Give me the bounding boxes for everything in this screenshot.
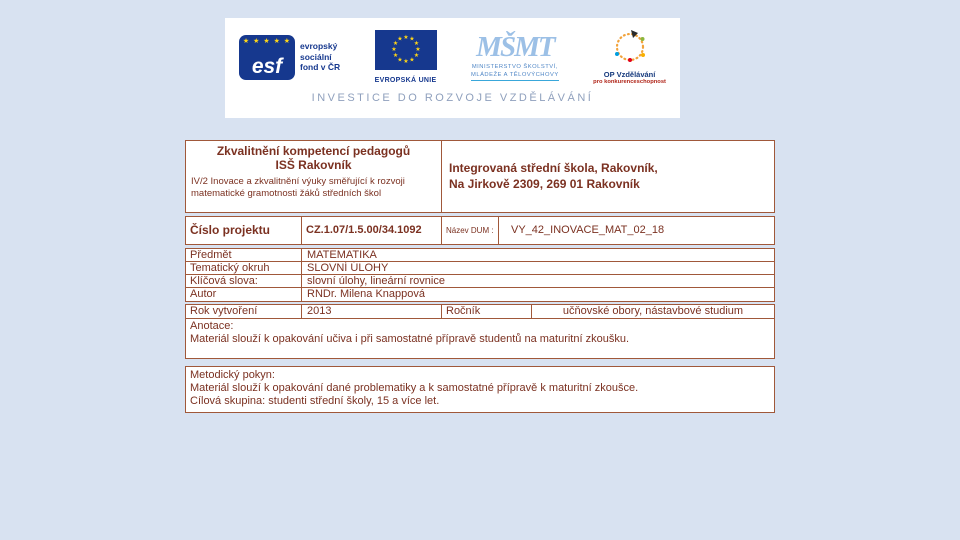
eu-flag-icon <box>375 30 437 70</box>
msmt-caption <box>471 64 559 82</box>
esf-caption-line-3: fond v ČR <box>300 62 341 73</box>
msmt-logo <box>471 30 559 82</box>
year-value: 2013 <box>301 305 441 318</box>
project-title-line-1: Zkvalitnění kompetencí pedagogů <box>216 144 411 158</box>
opvk-logo <box>593 28 666 87</box>
anotace-label: Anotace: <box>190 320 234 332</box>
project-title-line-2: ISŠ Rakovník <box>275 158 352 173</box>
esf-flag-icon <box>239 35 295 80</box>
row-value: slovní úlohy, lineární rovnice <box>301 275 774 287</box>
header-row <box>185 140 775 213</box>
esf-wordmark: esf <box>251 54 283 78</box>
project-number-label: Číslo projektu <box>190 223 271 238</box>
opvk-caption-line-1: OP Vzdělávání <box>603 69 656 79</box>
dum-name-label: Název DUM : <box>441 217 498 244</box>
year-label: Rok vytvoření <box>190 305 258 317</box>
msmt-wordmark: MŠMT <box>476 30 554 63</box>
eu-flag-logo <box>375 30 437 84</box>
svg-text:★: ★ <box>396 57 403 64</box>
svg-text:★: ★ <box>390 47 397 53</box>
year-anotace-block <box>185 304 775 359</box>
metodika-block <box>185 366 775 413</box>
svg-text:★: ★ <box>396 36 403 43</box>
project-title <box>191 144 436 173</box>
svg-text:★: ★ <box>408 57 415 64</box>
anotace-section <box>186 319 774 358</box>
project-title-cell <box>186 141 441 212</box>
eu-caption: EVROPSKÁ UNIE <box>374 77 437 84</box>
dum-name-value: VY_42_INOVACE_MAT_02_18 <box>498 217 774 244</box>
table-row-klicova-slova <box>186 275 774 288</box>
table-row-autor <box>186 288 774 301</box>
metodika-line-1: Materiál slouží k opakování dané problematiky a k samostatné přípravě k maturitní zkoušce. <box>190 381 639 394</box>
row-label: Tematický okruh <box>190 262 270 274</box>
metodika-label: Metodický pokyn: <box>190 369 275 381</box>
msmt-caption-line-1: MINISTERSTVO ŠKOLSTVÍ, <box>471 63 558 70</box>
logos-row <box>239 25 666 89</box>
esf-caption <box>300 41 340 73</box>
table-row-rok <box>186 305 774 319</box>
row-label: Předmět <box>190 249 232 261</box>
table-row-tematicky-okruh <box>186 262 774 275</box>
table-row-predmet <box>186 249 774 262</box>
svg-text:★: ★ <box>402 35 409 41</box>
esf-logo <box>239 35 340 80</box>
anotace-text: Materiál slouží k opakování učiva i při samostatné přípravě studentů na maturitní zkoušku. <box>190 332 629 345</box>
investice-slogan: INVESTICE DO ROZVOJE VZDĚLÁVÁNÍ <box>311 92 594 104</box>
svg-text:★: ★ <box>414 47 421 53</box>
svg-text:★: ★ <box>392 53 398 59</box>
svg-text:★: ★ <box>413 53 419 59</box>
opvk-circle-icon <box>609 28 651 66</box>
grade-label: Ročník <box>441 305 531 318</box>
svg-text:★: ★ <box>402 59 409 65</box>
esf-stars-icon: ★ ★ ★ ★ ★ <box>242 37 292 45</box>
logo-banner <box>225 18 680 118</box>
svg-text:★: ★ <box>408 36 415 43</box>
project-subtitle: IV/2 Inovace a zkvalitnění výuky směřující k rozvoji matematické gramotnosti žáků středních škol <box>191 175 405 199</box>
project-number-value: CZ.1.07/1.5.00/34.1092 <box>301 217 441 244</box>
row-label: Autor <box>190 288 217 300</box>
metodika-line-2: Cílová skupina: studenti střední školy, 15 a více let. <box>190 394 440 407</box>
svg-text:★: ★ <box>392 41 398 47</box>
svg-text:★: ★ <box>413 41 419 47</box>
row-label: Klíčová slova: <box>190 275 258 287</box>
row-value: SLOVNÍ ÚLOHY <box>301 262 774 274</box>
esf-caption-line-2: sociální <box>300 51 332 62</box>
opvk-caption-line-2: pro konkurenceschopnost <box>593 79 666 86</box>
esf-caption-line-1: evropský <box>300 41 338 52</box>
msmt-caption-line-2: MLÁDEŽE A TĚLOVÝCHOVY <box>471 71 559 78</box>
school-name-cell <box>441 141 774 212</box>
details-table <box>185 248 775 302</box>
project-number-row <box>185 216 775 245</box>
row-value: MATEMATIKA <box>301 249 774 261</box>
school-name-line-2: Na Jirkově 2309, 269 01 Rakovník <box>449 176 640 191</box>
school-name-line-1: Integrovaná střední škola, Rakovník, <box>449 160 658 175</box>
dum-table <box>185 140 775 413</box>
row-value: RNDr. Milena Knappová <box>301 288 774 301</box>
grade-value: učňovské obory, nástavbové studium <box>531 305 774 318</box>
